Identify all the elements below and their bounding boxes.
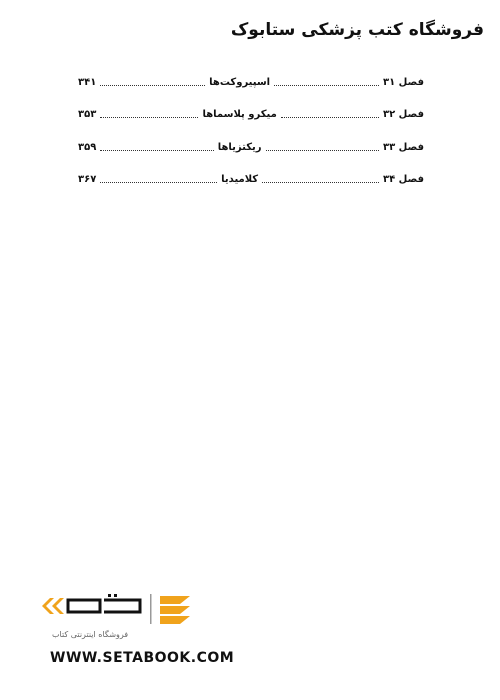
- chevron-left-icon: [52, 598, 64, 614]
- dot-leader: [100, 117, 198, 118]
- chapter-label: فصل ۳۳: [382, 141, 424, 153]
- toc-row: [78, 131, 424, 164]
- wordmark-shape: [68, 600, 100, 612]
- table-of-contents: [78, 66, 424, 196]
- toc-row: [78, 99, 424, 132]
- dot-leader: [266, 150, 379, 151]
- dot-leader: [274, 85, 379, 86]
- logo-graphic: [40, 590, 220, 630]
- chapter-label: فصل ۳۴: [382, 174, 424, 186]
- page-title: فروشگاه کتب پزشکی ستابوک: [230, 20, 484, 40]
- chapter-label: فصل ۳۲: [382, 109, 424, 121]
- toc-row: [78, 164, 424, 197]
- page-number: ۳۵۳: [78, 109, 97, 121]
- wordmark-shape: [104, 600, 140, 612]
- dot-leader: [100, 85, 205, 86]
- page-number: ۳۶۷: [78, 174, 97, 186]
- dot-leader: [100, 150, 213, 151]
- dot-leader: [100, 182, 217, 183]
- website-url[interactable]: WWW.SETABOOK.COM: [50, 650, 235, 666]
- chapter-title: ریکتزیاها: [217, 141, 262, 153]
- chapter-label: فصل ۳۱: [382, 76, 424, 88]
- chapter-title: کلامیدیا: [221, 174, 259, 186]
- page-number: ۳۵۹: [77, 141, 97, 153]
- dot-leader: [262, 182, 379, 183]
- chapter-title: اسپیروکت‌ها: [209, 76, 271, 88]
- logo-subtitle: فروشگاه اینترنتی کتاب: [52, 630, 129, 639]
- page-number: ۳۴۱: [77, 76, 97, 88]
- chapter-title: میکرو پلاسماها: [202, 109, 277, 121]
- dot-leader: [281, 117, 379, 118]
- book-icon: [160, 596, 190, 604]
- brand-logo: [40, 590, 220, 650]
- toc-row: [78, 66, 424, 99]
- logo-divider: [150, 594, 152, 624]
